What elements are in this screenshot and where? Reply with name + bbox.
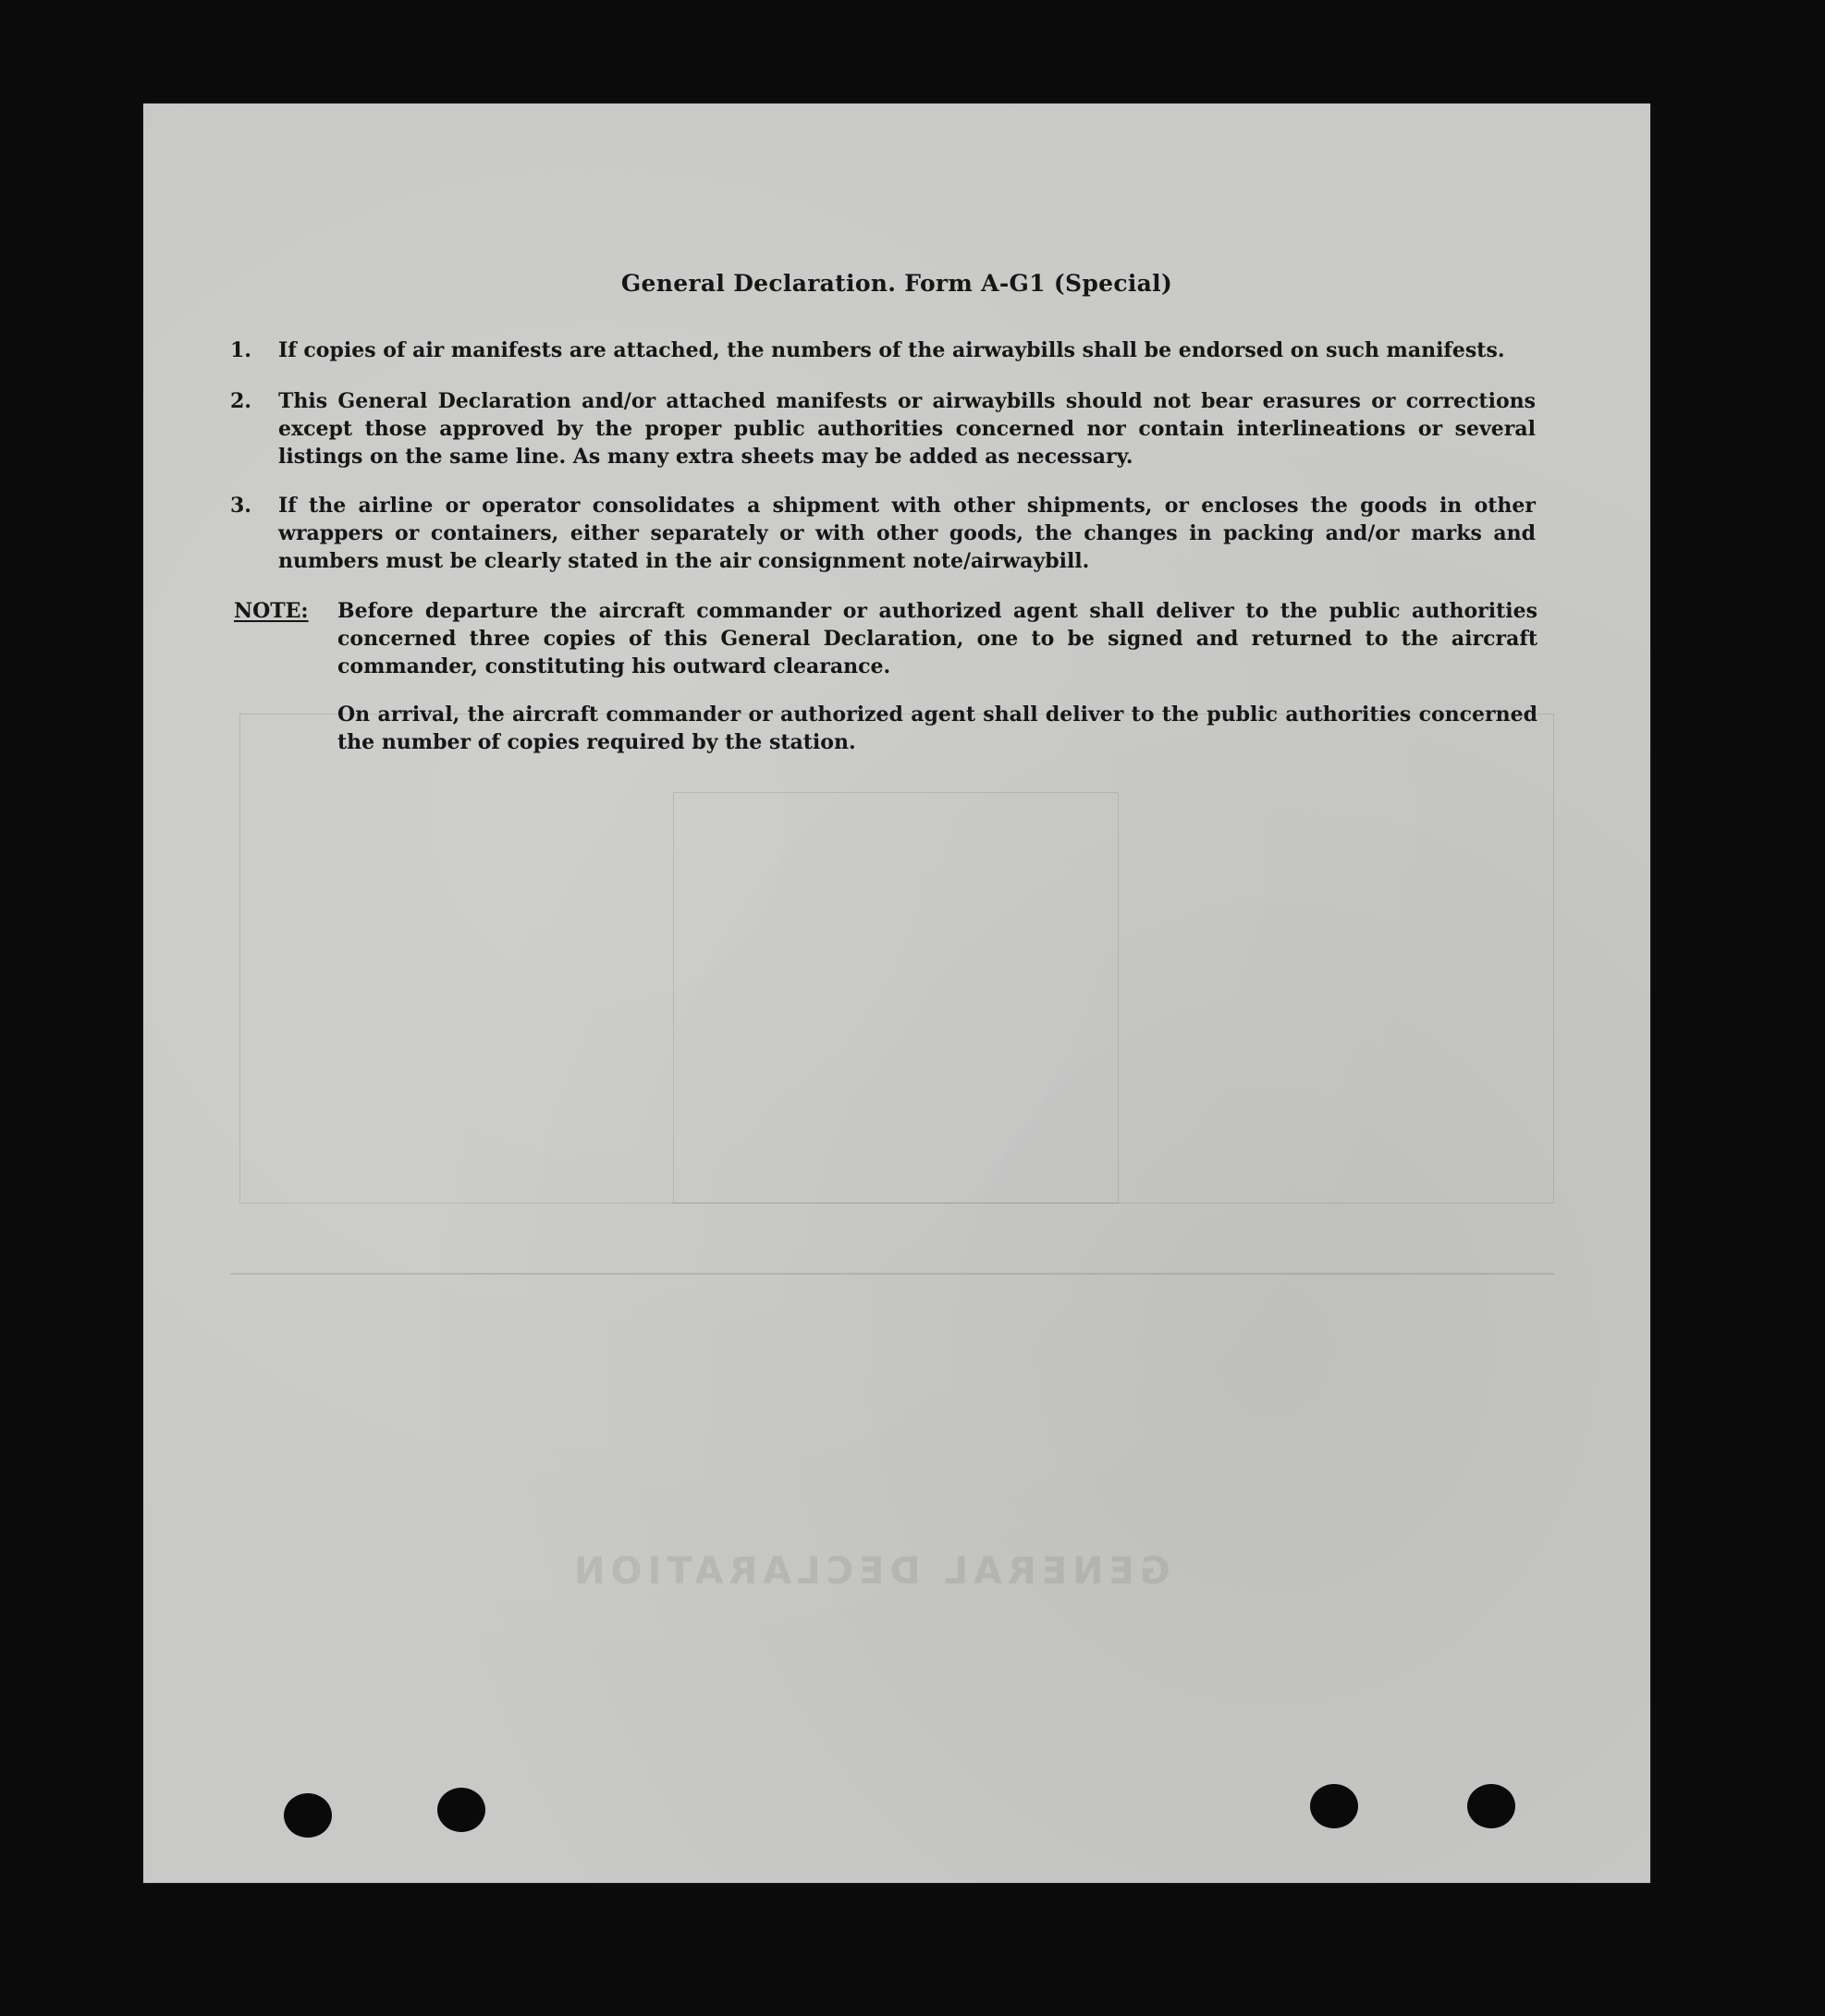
item-text: If the airline or operator consolidates a shipment with other shipments, or encloses the goods in other wrappers or containers, either separately or with other goods, the changes in packing and/or marks and numbers must be clearly stated in the air consignment note/airwaybill. (278, 494, 1536, 573)
document-title: General Declaration. Form A-G1 (Special) (620, 270, 1173, 297)
instruction-item-1 (230, 336, 1536, 364)
item-text: If copies of air manifests are attached, the numbers of the airwaybills shall be endorsed on such manifests. (278, 338, 1505, 362)
punch-hole (1467, 1784, 1515, 1828)
item-number: 1. (230, 338, 251, 362)
punch-hole (1310, 1784, 1358, 1828)
note-label: NOTE: (234, 599, 309, 623)
note-section (234, 597, 1537, 680)
punch-hole (284, 1793, 332, 1838)
bleed-through-inner-table (673, 792, 1119, 1203)
instruction-item-2 (230, 387, 1536, 470)
bleed-through-heading: GENERAL DECLARATION (569, 1550, 1170, 1593)
item-text: This General Declaration and/or attached manifests or airwaybills should not bear erasures or corrections except those approved by the proper public authorities concerned nor contain interlineations or several listings on the same line. As many extra sheets may be added as necessary. (278, 389, 1536, 469)
punch-hole (437, 1788, 485, 1832)
item-number: 2. (230, 389, 251, 413)
document-page (143, 104, 1650, 1883)
item-number: 3. (230, 494, 251, 518)
instruction-item-3 (230, 492, 1536, 575)
note-text: Before departure the aircraft commander or authorized agent shall deliver to the public authorities concerned three copies of this General Declaration, one to be signed and returned to the aircraft commander, constituting his outward clearance. (337, 599, 1537, 678)
bleed-through-line (230, 1273, 1554, 1275)
note-arrival-text: On arrival, the aircraft commander or authorized agent shall deliver to the public authorities concerned the number of copies required by the station. (337, 703, 1537, 754)
